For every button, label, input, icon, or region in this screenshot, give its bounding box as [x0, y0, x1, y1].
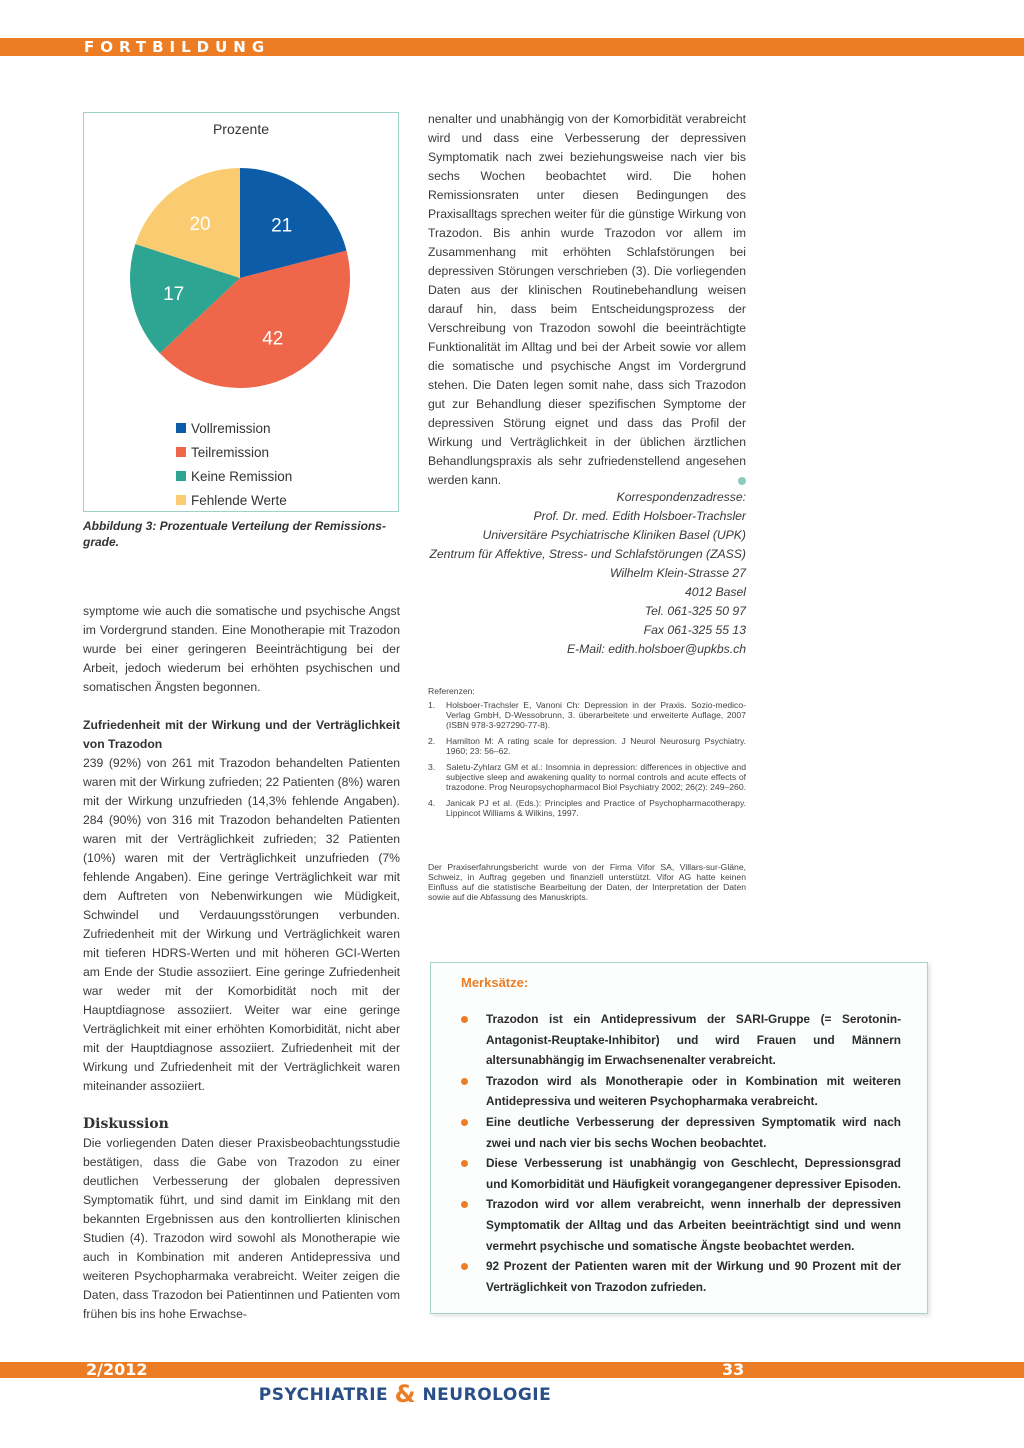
journal-name-part: PSYCHIATRIE	[258, 1385, 389, 1405]
correspondence-line: Prof. Dr. med. Edith Holsboer-Trachsler	[533, 509, 746, 523]
correspondence-line: Universitäre Psychiatrische Kliniken Basel (UPK)	[482, 528, 746, 542]
key-point-text: Trazodon wird als Monotherapie oder in Kombination mit weiteren Antidepressiva und weiteren Psychopharmaka verabreicht.	[486, 1073, 901, 1109]
footer-bar	[0, 1362, 1024, 1378]
paragraph: Die vorliegenden Daten dieser Praxisbeobachtungsstudie bestätigen, dass die Gabe von Trazodon zu einer deutlichen Verbesserung der globalen depressiven Symptomatik führt, und sind damit im Einklang mit den bekannten Ergebnissen aus den kontrollierten klinischen Studien (4). Trazodon wird sowohl als Monotherapie wie auch in Kombination mit anderen Antidepressiva und weiteren Psychopharmaka verabreicht. Weiter zeigen die Daten, dass Trazodon bei Patientinnen und Patienten vom frühen bis ins hohe Erwachse-	[83, 1136, 400, 1321]
correspondence-block	[428, 488, 746, 659]
key-point	[459, 1153, 901, 1194]
legend-swatch	[176, 447, 186, 457]
issue-number: 2/2012	[86, 1360, 148, 1379]
bullet-icon	[461, 1201, 468, 1208]
key-point	[459, 1071, 901, 1112]
legend-swatch	[176, 495, 186, 505]
pie-slice-label: 42	[262, 328, 284, 350]
paragraph-text: nenalter und unabhängig von der Komorbidität verabreicht wird und dass eine Verbesserung der depressiven Symptomatik nach zwei beziehungsweise nach vier bis sechs Wochen beobachtet wird. Die hohen Remissionsraten unter diesen Bedingungen des Praxisalltags sprechen weiter für die günstige Wirkung von Trazodon. Bis anhin wurde Trazodon vor allem im Zusammenhang mit erhöhten Schlafstörungen bei depressiven Störungen verschrieben (3). Die vorliegenden Daten aus der klinischen Routinebehandlung weisen darauf hin, dass beim Entscheidungsprozess der Verschreibung von Trazodon sowohl die beeinträchtigte Funktionalität im Alltag und bei der Arbeit sowie vor allem die somatische und psychische Angst im Vordergrund stehen. Die Daten legen somit nahe, dass sich Trazodon gut zur Behandlung dieser spezifischen Symptome der depressiven Störung eignet und dass das Profil der Wirkung und Verträglichkeit in der üblichen ärztlichen Behandlungspraxis als sehr zufriedenstellend angesehen werden kann.	[428, 112, 746, 487]
chart-legend	[176, 416, 292, 512]
correspondence-line: 4012 Basel	[685, 585, 746, 599]
page-number: 33	[722, 1360, 745, 1379]
references	[428, 686, 746, 824]
key-points-box	[430, 962, 928, 1314]
key-point	[459, 1112, 901, 1153]
reference-item	[428, 762, 746, 792]
key-point-text: Trazodon wird vor allem verabreicht, wenn innerhalb der depressiven Symptomatik der Alltag und das Arbeiten beeinträchtigt sind und wenn vermehrt psychische und somatische Ängste beobachtet werden.	[486, 1197, 901, 1253]
journal-logo	[252, 1378, 558, 1410]
end-mark-icon	[738, 477, 746, 485]
correspondence-line: Tel. 061-325 50 97	[644, 604, 746, 618]
legend-swatch	[176, 423, 186, 433]
reference-text: Janicak PJ et al. (Eds.): Principles and Practice of Psychopharmacotherapy. Lippincot Williams & Wilkins, 1997.	[446, 798, 746, 818]
journal-ampersand: &	[394, 1380, 417, 1408]
bullet-icon	[461, 1016, 468, 1023]
correspondence-line: Korrespondenzadresse:	[616, 490, 746, 504]
correspondence-line: Fax 061-325 55 13	[643, 623, 746, 637]
legend-item	[176, 416, 292, 440]
legend-label: Vollremission	[191, 420, 271, 436]
figure-caption: Abbildung 3: Prozentuale Verteilung der Remissionsgrade.	[83, 519, 386, 549]
section-label: FORTBILDUNG	[84, 38, 271, 56]
correspondence-line: Wilhelm Klein-Strasse 27	[609, 566, 746, 580]
key-points-list	[459, 1009, 901, 1297]
pie-slice-label: 21	[271, 215, 293, 237]
references-title: Referenzen:	[428, 686, 475, 696]
bullet-icon	[461, 1078, 468, 1085]
key-point	[459, 1009, 901, 1071]
legend-item	[176, 488, 292, 512]
pie-chart	[84, 113, 400, 413]
reference-text: Saletu-Zyhlarz GM et al.: Insomnia in depression: differences in objective and subjective sleep and awakening quality to normal controls and acute effects of trazodone. Prog Neuropsychopharmacol Biol Psychiatry 2002; 26(2): 249–260.	[446, 762, 747, 792]
paragraph: symptome wie auch die somatische und psychische Angst im Vordergrund standen. Eine Monotherapie mit Trazodon wurde bei einer geringeren Beeinträchtigung bei der Arbeit, jedoch wiederum bei erhöhten psychischen und somatischen Ängsten begonnen.	[83, 604, 400, 694]
reference-number: 3.	[428, 762, 436, 772]
reference-text: Hamilton M: A rating scale for depression. J Neurol Neurosurg Psychiatry. 1960; 23: 56–62.	[446, 736, 746, 756]
legend-label: Fehlende Werte	[191, 492, 287, 508]
figure-box	[83, 112, 399, 512]
key-point	[459, 1194, 901, 1256]
journal-name-part: NEUROLOGIE	[422, 1385, 552, 1405]
legend-label: Teilremission	[191, 444, 270, 460]
key-point-text: 92 Prozent der Patienten waren mit der Wirkung und 90 Prozent mit der Verträglichkeit von Trazodon zufrieden.	[486, 1259, 901, 1294]
reference-number: 2.	[428, 736, 436, 746]
reference-item	[428, 736, 746, 756]
pie-slice-label: 20	[189, 213, 211, 235]
reference-text: Holsboer-Trachsler E, Vanoni Ch: Depression in der Praxis. Sozio-medico-Verlag GmbH, D-Wessobrunn, 3. überarbeitete und erweiterte Auflage, 2007 (ISBN 978-3-927290-77-8).	[446, 700, 746, 730]
legend-swatch	[176, 471, 186, 481]
pie-slice-label: 17	[163, 283, 185, 305]
paragraph	[428, 110, 746, 490]
disclaimer: Der Praxiserfahrungsbericht wurde von der Firma Vifor SA, Villars-sur-Gläne, Schweiz, in Auftrag gegeben und finanziell unterstützt. Vifor AG hatte keinen Einfluss auf die statistische Bearbeitung der Daten, der Interpretation der Daten sowie auf die Abfassung des Manuskripts.	[428, 862, 746, 902]
left-column	[83, 602, 400, 1324]
key-point-text: Diese Verbesserung ist unabhängig von Geschlecht, Depressionsgrad und Komorbidität und Häufigkeit vorangegangener depressiver Episoden.	[486, 1156, 901, 1191]
bullet-icon	[461, 1119, 468, 1126]
chart-title: Prozente	[212, 121, 270, 137]
paragraph: 239 (92%) von 261 mit Trazodon behandelten Patienten waren mit der Wirkung zufrieden; 22 Patienten (8%) waren mit der Wirkung unzufrieden (14,3% fehlende Angaben). 284 (90%) von 316 mit Trazodon behandelten Patienten waren mit der Verträglichkeit zufrieden; 32 Patienten (10%) waren mit der Verträglichkeit unzufrieden (7% fehlende Angaben). Eine geringe Verträglichkeit war mit dem Auftreten von Nebenwirkungen wie Müdigkeit, Schwindel und Verdauungsstörungen verbunden. Zufriedenheit mit der Wirkung und Verträglichkeit waren mit tieferen HDRS-Werten und mit höheren GCI-Werten am Ende der Studie assoziiert. Eine geringe Zufriedenheit war weder mit der Komorbidität noch mit der Hauptdiagnose assoziiert. Weiter war eine geringe Verträglichkeit mit einer erhöhten Komorbidität, nicht aber mit der Hauptdiagnose assoziiert. Zufriedenheit mit der Wirkung und Zufriedenheit mit der Verträglichkeit waren miteinander assoziiert.	[83, 756, 400, 1093]
bullet-icon	[461, 1263, 468, 1270]
key-point-text: Eine deutliche Verbesserung der depressiven Symptomatik wird nach zwei und nach vier bis sechs Wochen beobachtet.	[486, 1114, 901, 1150]
reference-item	[428, 700, 746, 730]
correspondence-email[interactable]: E-Mail: edith.holsboer@upkbs.ch	[566, 642, 746, 656]
right-column	[428, 110, 746, 490]
legend-item	[176, 440, 292, 464]
reference-number: 4.	[428, 798, 436, 808]
legend-label: Keine Remission	[191, 468, 293, 484]
legend-item	[176, 464, 292, 488]
subheading: Zufriedenheit mit der Wirkung und der Verträglichkeit von Trazodon	[83, 718, 400, 751]
section-heading: Diskussion	[83, 1116, 169, 1132]
key-point-text: Trazodon ist ein Antidepressivum der SARI-Gruppe (= Serotonin-Antagonist-Reuptake-Inhibitor) und wird Frauen und Männern altersunabhängig im Erwachsenenalter verabreicht.	[486, 1012, 901, 1068]
reference-number: 1.	[428, 700, 436, 710]
correspondence-line: Zentrum für Affektive, Stress- und Schlafstörungen (ZASS)	[429, 547, 746, 561]
bullet-icon	[461, 1160, 468, 1167]
reference-item	[428, 798, 746, 818]
key-points-title: Merksätze:	[461, 975, 529, 990]
key-point	[459, 1256, 901, 1297]
